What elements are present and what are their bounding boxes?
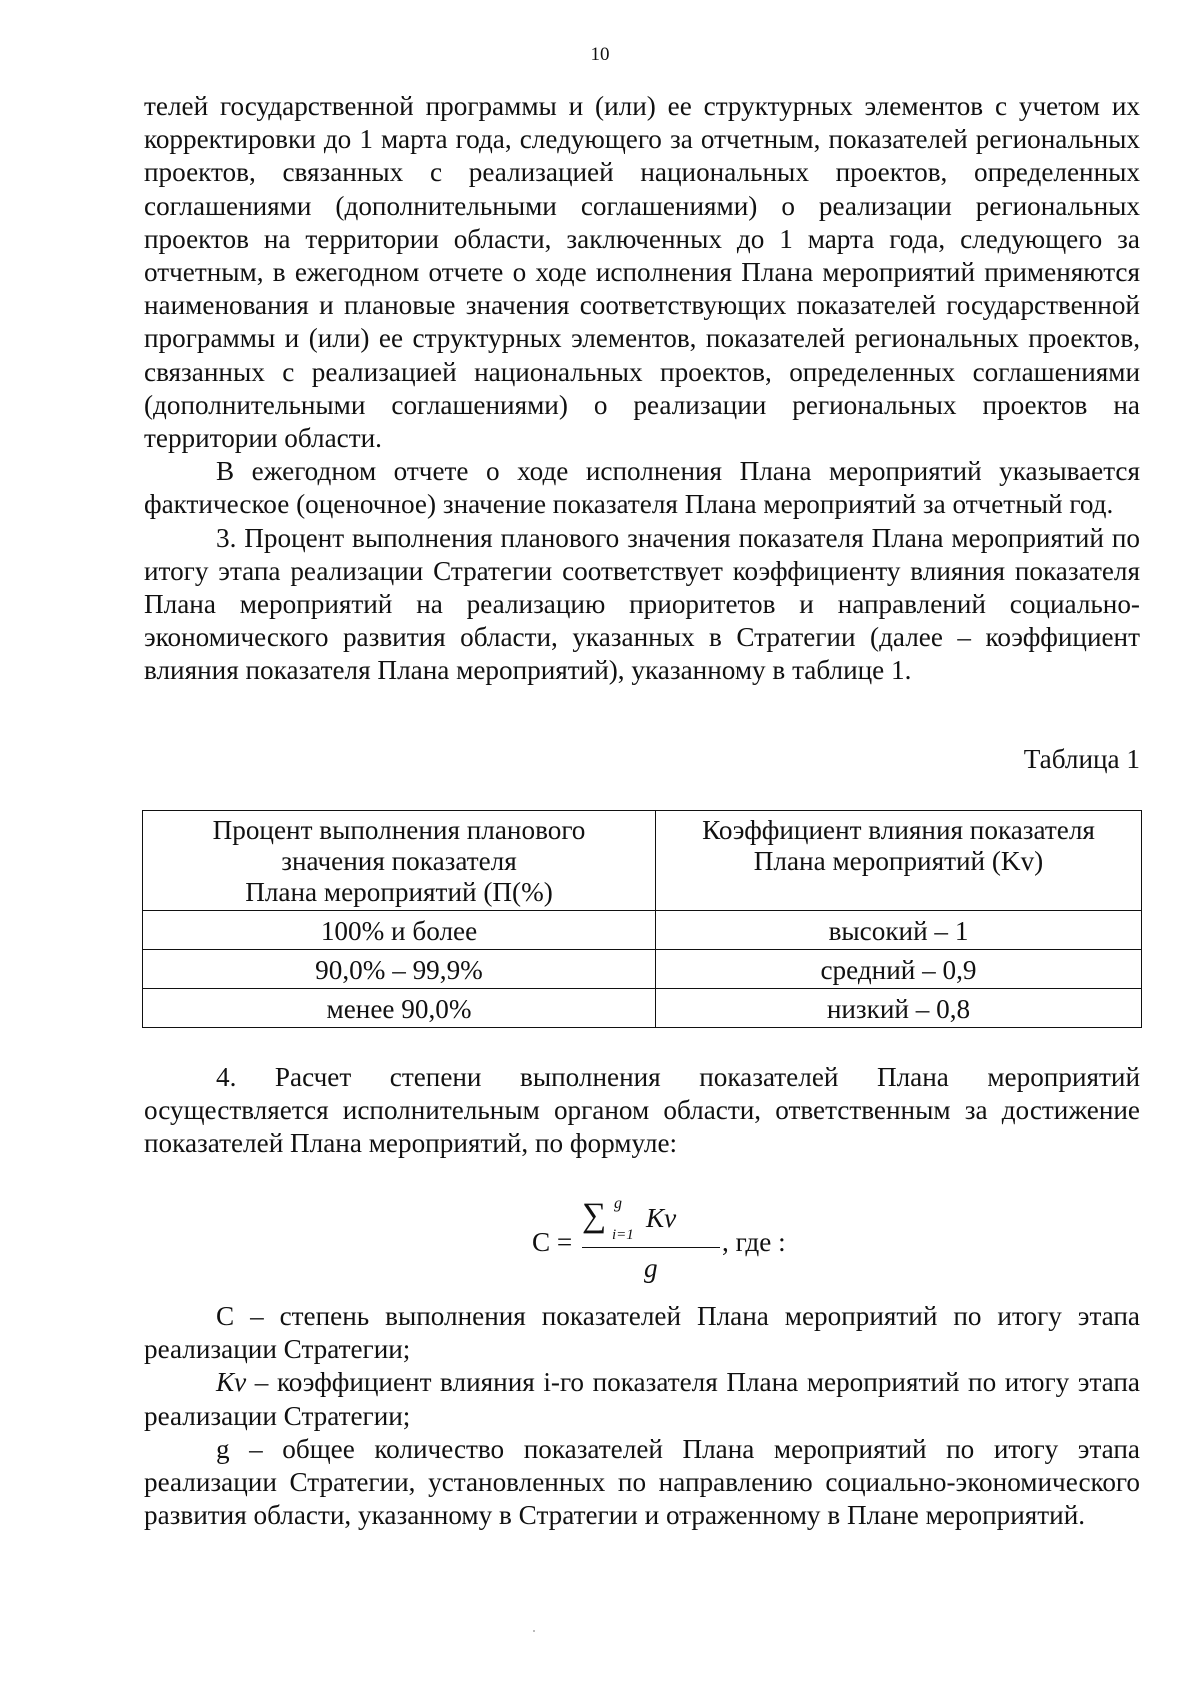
table-header-coefficient	[656, 811, 1142, 911]
table-cell: 100% и более	[143, 911, 656, 950]
definitions	[144, 1300, 1140, 1532]
table-cell: высокий – 1	[656, 911, 1142, 950]
table-cell: низкий – 0,8	[656, 989, 1142, 1028]
sum-sign: ∑	[582, 1197, 607, 1234]
definition-g: g – общее количество показателей Плана мероприятий по итогу этапа реализации Стратегии, установленных по направлению социально-экономического развития области, указанному в Стратегии и отраженному в Плане мероприятий.	[144, 1433, 1140, 1531]
body-text-top	[144, 90, 1140, 688]
definition-text: – коэффициент влияния i-го показателя Плана мероприятий по итогу этапа реализации Стратегии;	[144, 1367, 1140, 1431]
definition-kv	[144, 1366, 1140, 1432]
fraction-bar	[582, 1247, 720, 1248]
page-number: 10	[590, 44, 610, 65]
scan-speck	[533, 1630, 535, 1632]
definition-c: С – степень выполнения показателей Плана мероприятий по итогу этапа реализации Стратегии;	[144, 1301, 1140, 1365]
numerator-kv: Kv	[646, 1203, 677, 1233]
header-line: Коэффициент влияния показателя	[702, 815, 1095, 845]
header-line: Плана мероприятий (П(%)	[245, 877, 553, 907]
table-cell: менее 90,0%	[143, 989, 656, 1028]
table-cell: средний – 0,9	[656, 950, 1142, 989]
coefficient-table	[142, 810, 1142, 1028]
body-text-item-4	[144, 1061, 1140, 1161]
sum-lower-limit: i=1	[612, 1227, 634, 1243]
header-line: Плана мероприятий (Kv)	[753, 846, 1044, 876]
paragraph-continuation: телей государственной программы и (или) ее структурных элементов с учетом их корректировки до 1 марта года, следующего за отчетным, показателей региональных проектов, связанных с реализацией национальных проектов, определенных соглашениями (дополнительными соглашениями) о реализации региональных проектов на территории области, заключенных до 1 марта года, следующего за отчетным, в ежегодном отчете о ходе исполнения Плана мероприятий применяются наименования и плановые значения соответствующих показателей государственной программы и (или) ее структурных элементов, показателей региональных проектов, связанных с реализацией национальных проектов, определенных соглашениями (дополнительными соглашениями) о реализации региональных проектов на территории области.	[144, 91, 1140, 454]
formula-lhs: C =	[532, 1227, 573, 1257]
paragraph-item-4: 4. Расчет степени выполнения показателей Плана мероприятий осуществляется исполнительным органом области, ответственным за достижение показателей Плана мероприятий, по формуле:	[144, 1062, 1140, 1159]
formula-denominator: g	[644, 1253, 658, 1283]
formula	[532, 1195, 852, 1295]
sum-upper-limit: g	[614, 1195, 622, 1212]
table-row	[143, 911, 1142, 950]
paragraph-annual-report: В ежегодном отчете о ходе исполнения Плана мероприятий указывается фактическое (оценочное) значение показателя Плана мероприятий за отчетный год.	[144, 456, 1140, 520]
formula-numerator	[582, 1195, 677, 1243]
table-header-percent	[143, 811, 656, 911]
paragraph-item-3: 3. Процент выполнения планового значения показателя Плана мероприятий по итогу этапа реализации Стратегии соответствует коэффициенту влияния показателя Плана мероприятий на реализацию приоритетов и направлений социально-экономического развития области, указанных в Стратегии (далее – коэффициент влияния показателя Плана мероприятий), указанному в таблице 1.	[144, 522, 1140, 686]
table-header-row	[143, 811, 1142, 911]
table-caption: Таблица 1	[1023, 744, 1140, 774]
table-cell: 90,0% – 99,9%	[143, 950, 656, 989]
header-line: Процент выполнения планового	[212, 815, 586, 845]
table-row	[143, 989, 1142, 1028]
formula-tail: , где :	[722, 1227, 786, 1257]
table-row	[143, 950, 1142, 989]
definition-symbol: Kv	[216, 1367, 247, 1398]
header-line: значения показателя	[281, 846, 517, 876]
